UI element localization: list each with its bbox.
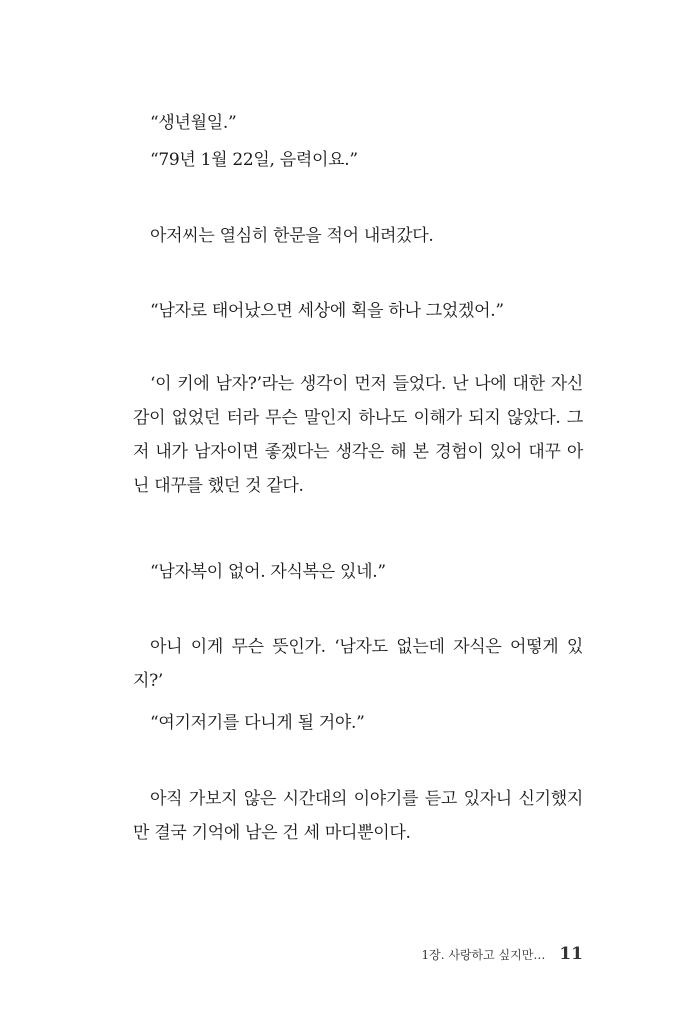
page-number: 11: [559, 944, 583, 964]
dialogue-line: “여기저기를 다니게 될 거야.”: [150, 713, 365, 733]
chapter-title: 1장. 사랑하고 싶지만…: [421, 948, 546, 962]
narration-paragraph: 아저씨는 열심히 한문을 적어 내려갔다.: [150, 226, 434, 246]
dialogue-line: “남자로 태어났으면 세상에 획을 하나 그었겠어.”: [150, 301, 504, 321]
narration-paragraph: 아직 가보지 않은 시간대의 이야기를 듣고 있자니 신기했지만 결국 기억에 남은 건 세 마디뿐이다.: [133, 789, 583, 843]
page-footer: [422, 944, 584, 964]
dialogue-line: “79년 1월 22일, 음력이요.”: [150, 150, 358, 170]
narration-paragraph: ‘이 키에 남자?’라는 생각이 먼저 들었다. 난 나에 대한 자신감이 없었던 터라 무슨 말인지 하나도 이해가 되지 않았다. 그저 내가 남자이면 좋겠다는 생각은 해 본 경험이 있어 대꾸 아닌 대꾸를 했던 것 같다.: [133, 374, 583, 496]
dialogue-line: “남자복이 없어. 자식복은 있네.”: [150, 562, 386, 582]
dialogue-line: “생년월일.”: [150, 113, 237, 133]
narration-paragraph: 아니 이게 무슨 뜻인가. ‘남자도 없는데 자식은 어떻게 있지?’: [133, 637, 583, 691]
